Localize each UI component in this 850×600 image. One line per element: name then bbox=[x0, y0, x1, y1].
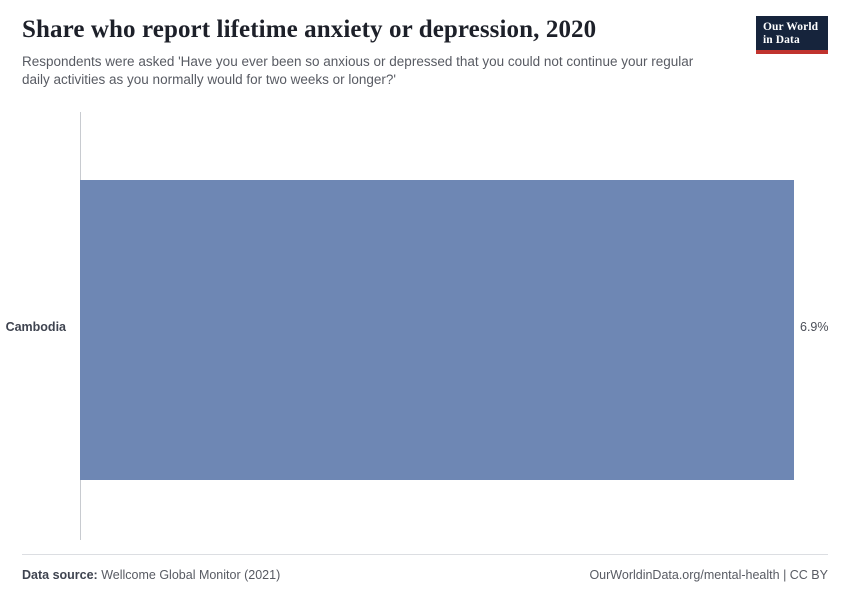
data-source-label: Data source: bbox=[22, 568, 98, 582]
logo-line-1: Our World bbox=[763, 21, 819, 33]
logo-line-2: in Data bbox=[763, 33, 800, 46]
page-subtitle: Respondents were asked 'Have you ever been so anxious or depressed that you could not continue your regular daily activities as you normally would for two weeks or longer?' bbox=[22, 53, 694, 88]
page-title: Share who report lifetime anxiety or depression, 2020 bbox=[22, 16, 597, 43]
bar-series bbox=[80, 180, 794, 480]
data-source-value: Wellcome Global Monitor (2021) bbox=[101, 568, 281, 582]
data-source bbox=[22, 568, 280, 582]
attribution[interactable]: OurWorldinData.org/mental-health | CC BY bbox=[589, 568, 828, 582]
bar-value-label: 6.9% bbox=[800, 320, 829, 334]
bar-category-label: Cambodia bbox=[5, 320, 66, 334]
bar-chart bbox=[0, 112, 850, 552]
owid-logo[interactable] bbox=[756, 16, 828, 54]
chart-header bbox=[22, 16, 828, 90]
chart-footer bbox=[22, 554, 828, 582]
bar-cambodia[interactable] bbox=[80, 180, 794, 480]
